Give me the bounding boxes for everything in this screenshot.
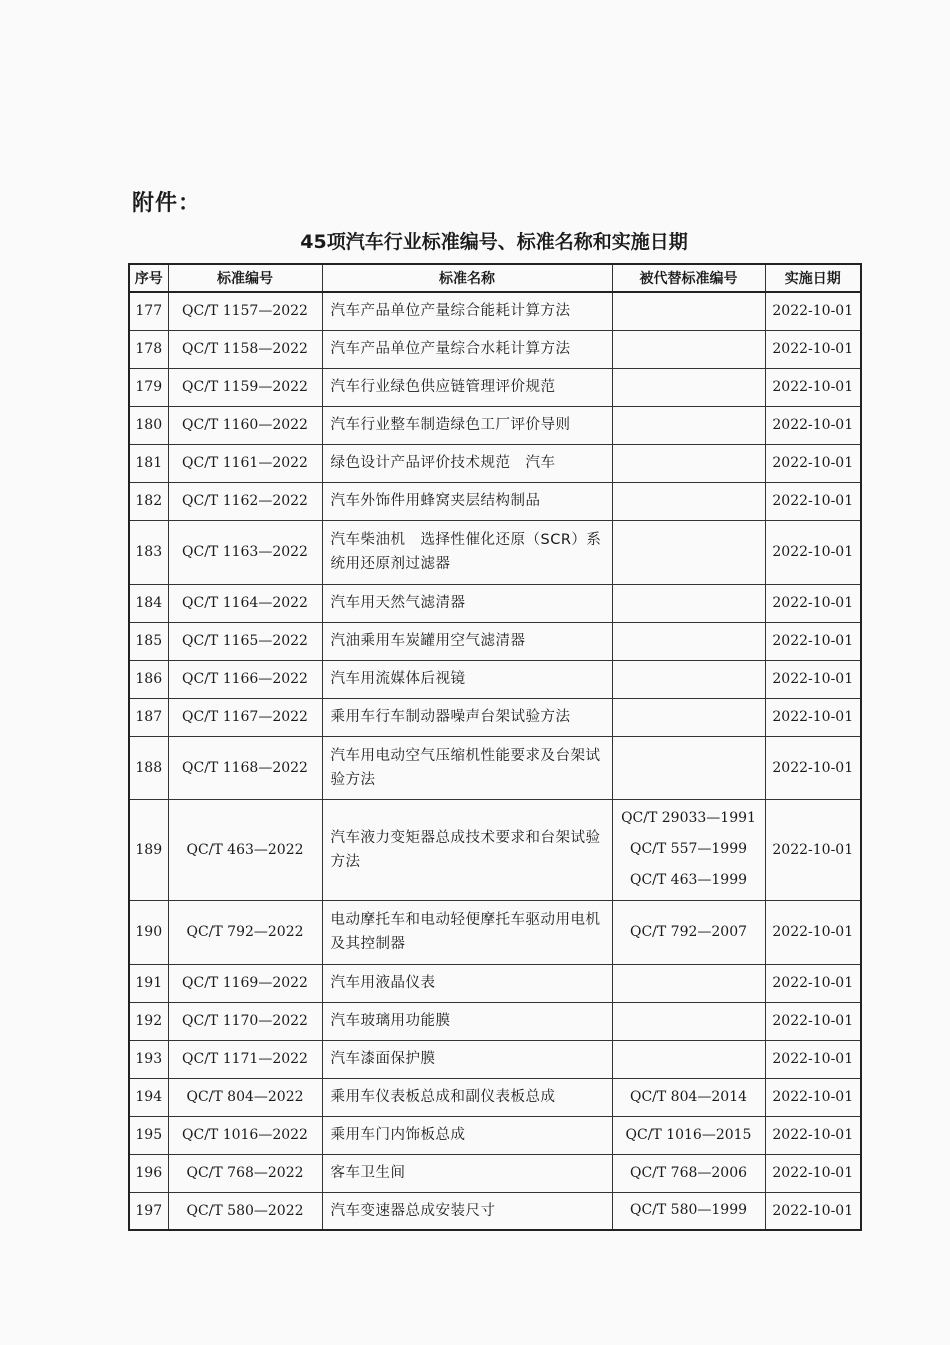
- row-number: 191: [129, 964, 168, 1002]
- table-row: [129, 1116, 861, 1154]
- table-row: [129, 584, 861, 622]
- implementation-date: 2022-10-01: [765, 368, 861, 406]
- replaced-standards: [612, 622, 765, 660]
- replaced-standards: [612, 698, 765, 736]
- standard-name: 汽车漆面保护膜: [322, 1040, 612, 1078]
- table-row: [129, 1154, 861, 1192]
- table-row: [129, 622, 861, 660]
- row-number: 179: [129, 368, 168, 406]
- table-row: [129, 1078, 861, 1116]
- standard-code: QC/T 804—2022: [168, 1078, 322, 1116]
- standard-code: QC/T 792—2022: [168, 900, 322, 964]
- table-row: [129, 1040, 861, 1078]
- standard-name: 乘用车行车制动器噪声台架试验方法: [322, 698, 612, 736]
- row-number: 192: [129, 1002, 168, 1040]
- implementation-date: 2022-10-01: [765, 660, 861, 698]
- table-row: [129, 660, 861, 698]
- replaced-standard-code: QC/T 1016—2015: [625, 1126, 752, 1143]
- table-row: [129, 964, 861, 1002]
- standard-name: 汽车液力变矩器总成技术要求和台架试验方法: [322, 799, 612, 900]
- standard-name: 客车卫生间: [322, 1154, 612, 1192]
- standard-name: 汽油乘用车炭罐用空气滤清器: [322, 622, 612, 660]
- implementation-date: 2022-10-01: [765, 1078, 861, 1116]
- implementation-date: 2022-10-01: [765, 964, 861, 1002]
- replaced-standards: [612, 1116, 765, 1154]
- replaced-standards: [612, 1040, 765, 1078]
- replaced-standard-code: QC/T 768—2006: [629, 1164, 748, 1181]
- replaced-standards: [612, 482, 765, 520]
- row-number: 177: [129, 292, 168, 330]
- replaced-standard-code: QC/T 557—1999: [629, 841, 748, 857]
- attachment-label: 附件：: [132, 191, 202, 216]
- replaced-standards: [612, 330, 765, 368]
- header-seq: 序号: [129, 264, 168, 292]
- standard-name: 汽车玻璃用功能膜: [322, 1002, 612, 1040]
- standard-name: 汽车外饰件用蜂窝夹层结构制品: [322, 482, 612, 520]
- table-body: [129, 292, 861, 1230]
- implementation-date: 2022-10-01: [765, 520, 861, 584]
- standard-name: 绿色设计产品评价技术规范 汽车: [322, 444, 612, 482]
- standard-name: 汽车用流媒体后视镜: [322, 660, 612, 698]
- replaced-standards: [612, 444, 765, 482]
- row-number: 196: [129, 1154, 168, 1192]
- table-row: [129, 406, 861, 444]
- header-date: 实施日期: [765, 264, 861, 292]
- standard-code: QC/T 1164—2022: [168, 584, 322, 622]
- implementation-date: 2022-10-01: [765, 1040, 861, 1078]
- row-number: 190: [129, 900, 168, 964]
- standard-code: QC/T 463—2022: [168, 799, 322, 900]
- replaced-standard-code: QC/T 804—2014: [629, 1088, 748, 1105]
- replaced-standard-code: QC/T 463—1999: [629, 872, 748, 888]
- implementation-date: 2022-10-01: [765, 406, 861, 444]
- standard-code: QC/T 1016—2022: [168, 1116, 322, 1154]
- implementation-date: 2022-10-01: [765, 584, 861, 622]
- standard-code: QC/T 1166—2022: [168, 660, 322, 698]
- standard-name: 汽车产品单位产量综合能耗计算方法: [322, 292, 612, 330]
- implementation-date: 2022-10-01: [765, 622, 861, 660]
- implementation-date: 2022-10-01: [765, 1116, 861, 1154]
- table-row: [129, 799, 861, 900]
- replaced-standards: [612, 736, 765, 799]
- standard-code: QC/T 1163—2022: [168, 520, 322, 584]
- table-row: [129, 1192, 861, 1230]
- replaced-standard-code: QC/T 29033—1991: [621, 810, 756, 826]
- implementation-date: 2022-10-01: [765, 799, 861, 900]
- table-row: [129, 292, 861, 330]
- standard-name: 汽车用电动空气压缩机性能要求及台架试验方法: [322, 736, 612, 799]
- row-number: 180: [129, 406, 168, 444]
- replaced-standards: [612, 1002, 765, 1040]
- standard-name: 汽车柴油机 选择性催化还原（SCR）系统用还原剂过滤器: [322, 520, 612, 584]
- row-number: 186: [129, 660, 168, 698]
- standard-name: 电动摩托车和电动轻便摩托车驱动用电机及其控制器: [322, 900, 612, 964]
- replaced-standards: [612, 292, 765, 330]
- replaced-standard-code: QC/T 792—2007: [629, 923, 748, 940]
- replaced-standards: [612, 1078, 765, 1116]
- standard-code: QC/T 768—2022: [168, 1154, 322, 1192]
- standard-code: QC/T 1160—2022: [168, 406, 322, 444]
- header-name: 标准名称: [322, 264, 612, 292]
- implementation-date: 2022-10-01: [765, 900, 861, 964]
- standard-code: QC/T 1161—2022: [168, 444, 322, 482]
- row-number: 194: [129, 1078, 168, 1116]
- standard-name: 汽车用液晶仪表: [322, 964, 612, 1002]
- row-number: 193: [129, 1040, 168, 1078]
- standard-code: QC/T 580—2022: [168, 1192, 322, 1230]
- replaced-standards: [612, 1154, 765, 1192]
- standard-code: QC/T 1168—2022: [168, 736, 322, 799]
- standard-code: QC/T 1157—2022: [168, 292, 322, 330]
- implementation-date: 2022-10-01: [765, 736, 861, 799]
- table-row: [129, 444, 861, 482]
- implementation-date: 2022-10-01: [765, 444, 861, 482]
- replaced-standards: [612, 406, 765, 444]
- table-row: [129, 368, 861, 406]
- standard-name: 汽车产品单位产量综合水耗计算方法: [322, 330, 612, 368]
- replaced-standards: [612, 964, 765, 1002]
- row-number: 195: [129, 1116, 168, 1154]
- standard-code: QC/T 1170—2022: [168, 1002, 322, 1040]
- row-number: 181: [129, 444, 168, 482]
- replaced-standard-code: QC/T 580—1999: [629, 1202, 748, 1219]
- row-number: 189: [129, 799, 168, 900]
- table-row: [129, 520, 861, 584]
- row-number: 182: [129, 482, 168, 520]
- standard-code: QC/T 1171—2022: [168, 1040, 322, 1078]
- header-code: 标准编号: [168, 264, 322, 292]
- standard-name: 汽车变速器总成安装尺寸: [322, 1192, 612, 1230]
- row-number: 187: [129, 698, 168, 736]
- replaced-standards: [612, 799, 765, 900]
- table-row: [129, 736, 861, 799]
- implementation-date: 2022-10-01: [765, 482, 861, 520]
- row-number: 197: [129, 1192, 168, 1230]
- row-number: 178: [129, 330, 168, 368]
- implementation-date: 2022-10-01: [765, 330, 861, 368]
- implementation-date: 2022-10-01: [765, 1192, 861, 1230]
- implementation-date: 2022-10-01: [765, 1154, 861, 1192]
- table-row: [129, 900, 861, 964]
- implementation-date: 2022-10-01: [765, 1002, 861, 1040]
- table-header-row: [129, 264, 861, 292]
- standard-code: QC/T 1158—2022: [168, 330, 322, 368]
- row-number: 184: [129, 584, 168, 622]
- standard-code: QC/T 1159—2022: [168, 368, 322, 406]
- standards-table: [128, 263, 862, 1231]
- standard-code: QC/T 1167—2022: [168, 698, 322, 736]
- replaced-standards: [612, 584, 765, 622]
- implementation-date: 2022-10-01: [765, 698, 861, 736]
- replaced-standards: [612, 660, 765, 698]
- row-number: 185: [129, 622, 168, 660]
- implementation-date: 2022-10-01: [765, 292, 861, 330]
- standard-name: 乘用车门内饰板总成: [322, 1116, 612, 1154]
- header-replaced: 被代替标准编号: [612, 264, 765, 292]
- standard-name: 汽车行业整车制造绿色工厂评价导则: [322, 406, 612, 444]
- row-number: 183: [129, 520, 168, 584]
- document-title: 45项汽车行业标准编号、标准名称和实施日期: [300, 231, 688, 253]
- standard-code: QC/T 1169—2022: [168, 964, 322, 1002]
- replaced-standards: [612, 520, 765, 584]
- replaced-standards: [612, 900, 765, 964]
- table-row: [129, 330, 861, 368]
- standard-code: QC/T 1162—2022: [168, 482, 322, 520]
- standard-code: QC/T 1165—2022: [168, 622, 322, 660]
- table-row: [129, 698, 861, 736]
- standard-name: 乘用车仪表板总成和副仪表板总成: [322, 1078, 612, 1116]
- standard-name: 汽车行业绿色供应链管理评价规范: [322, 368, 612, 406]
- standard-name: 汽车用天然气滤清器: [322, 584, 612, 622]
- row-number: 188: [129, 736, 168, 799]
- replaced-standards: [612, 368, 765, 406]
- replaced-standards: [612, 1192, 765, 1230]
- table-row: [129, 482, 861, 520]
- table-row: [129, 1002, 861, 1040]
